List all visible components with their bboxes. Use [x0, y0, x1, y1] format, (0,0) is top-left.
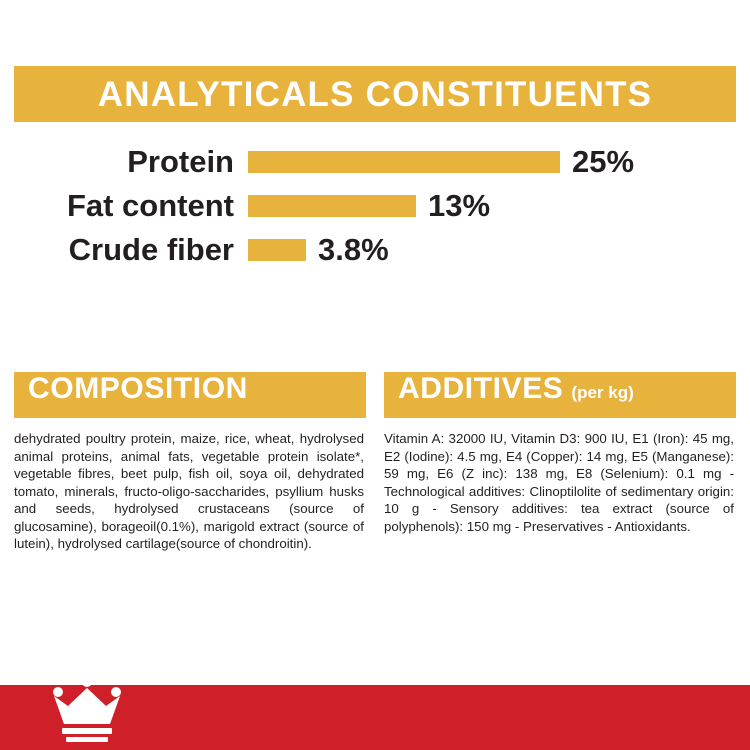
chart-row-fat-content	[20, 184, 736, 228]
additives-header	[384, 372, 736, 418]
brand-footer	[0, 688, 750, 750]
analytical-constituents-chart	[14, 140, 736, 272]
details-panels	[14, 372, 736, 553]
chart-row-bar	[248, 151, 560, 173]
chart-row-value: 25%	[572, 144, 635, 179]
additives-panel	[384, 372, 736, 553]
additives-subtitle: (per kg)	[571, 383, 634, 402]
chart-row-bar	[248, 195, 416, 217]
composition-header	[14, 372, 366, 418]
additives-title: ADDITIVES	[398, 372, 564, 405]
composition-text: dehydrated poultry protein, maize, rice, wheat, hydrolysed animal proteins, animal fats, vegetable protein isolate*, vegetable fibres, beet pulp, fish oil, soya oil, dehydrated tomato, minerals, fructo-oligo-saccharides, psyllium husks and seeds, hydrolysed crustaceans (source of glucosamine), borageoil(0.1%), marigold extract (source of lutein), hydrolysed cartilage(source of chondroitin).	[14, 431, 364, 551]
analytical-constituents-header	[14, 66, 736, 122]
chart-row-label: Protein	[127, 144, 234, 179]
chart-row-label: Fat content	[66, 188, 234, 223]
analytical-constituents-title: ANALYTICALS CONSTITUENTS	[97, 74, 653, 114]
chart-row-protein	[20, 140, 736, 184]
crown-icon	[44, 676, 130, 742]
composition-title: COMPOSITION	[28, 372, 248, 405]
chart-row-crude-fiber	[20, 228, 736, 272]
additives-text: Vitamin A: 32000 IU, Vitamin D3: 900 IU, E1 (Iron): 45 mg, E2 (Iodine): 4.5 mg, E4 (Copper): 14 mg, E5 (Manganese): 59 mg, E6 (Z inc): 138 mg, E8 (Selenium): 0.1 mg - Technological additives: Clinoptilolite of sedimentary origin: 10 g - Sensory additives: tea extract (source of polyphenols): 150 mg - Preservatives - Antioxidants.	[384, 431, 734, 534]
chart-row-value: 3.8%	[318, 232, 389, 267]
chart-row-bar	[248, 239, 306, 261]
chart-row-label: Crude fiber	[68, 232, 234, 267]
chart-row-value: 13%	[428, 188, 491, 223]
composition-panel	[14, 372, 366, 553]
analytical-constituents-section	[14, 66, 736, 272]
